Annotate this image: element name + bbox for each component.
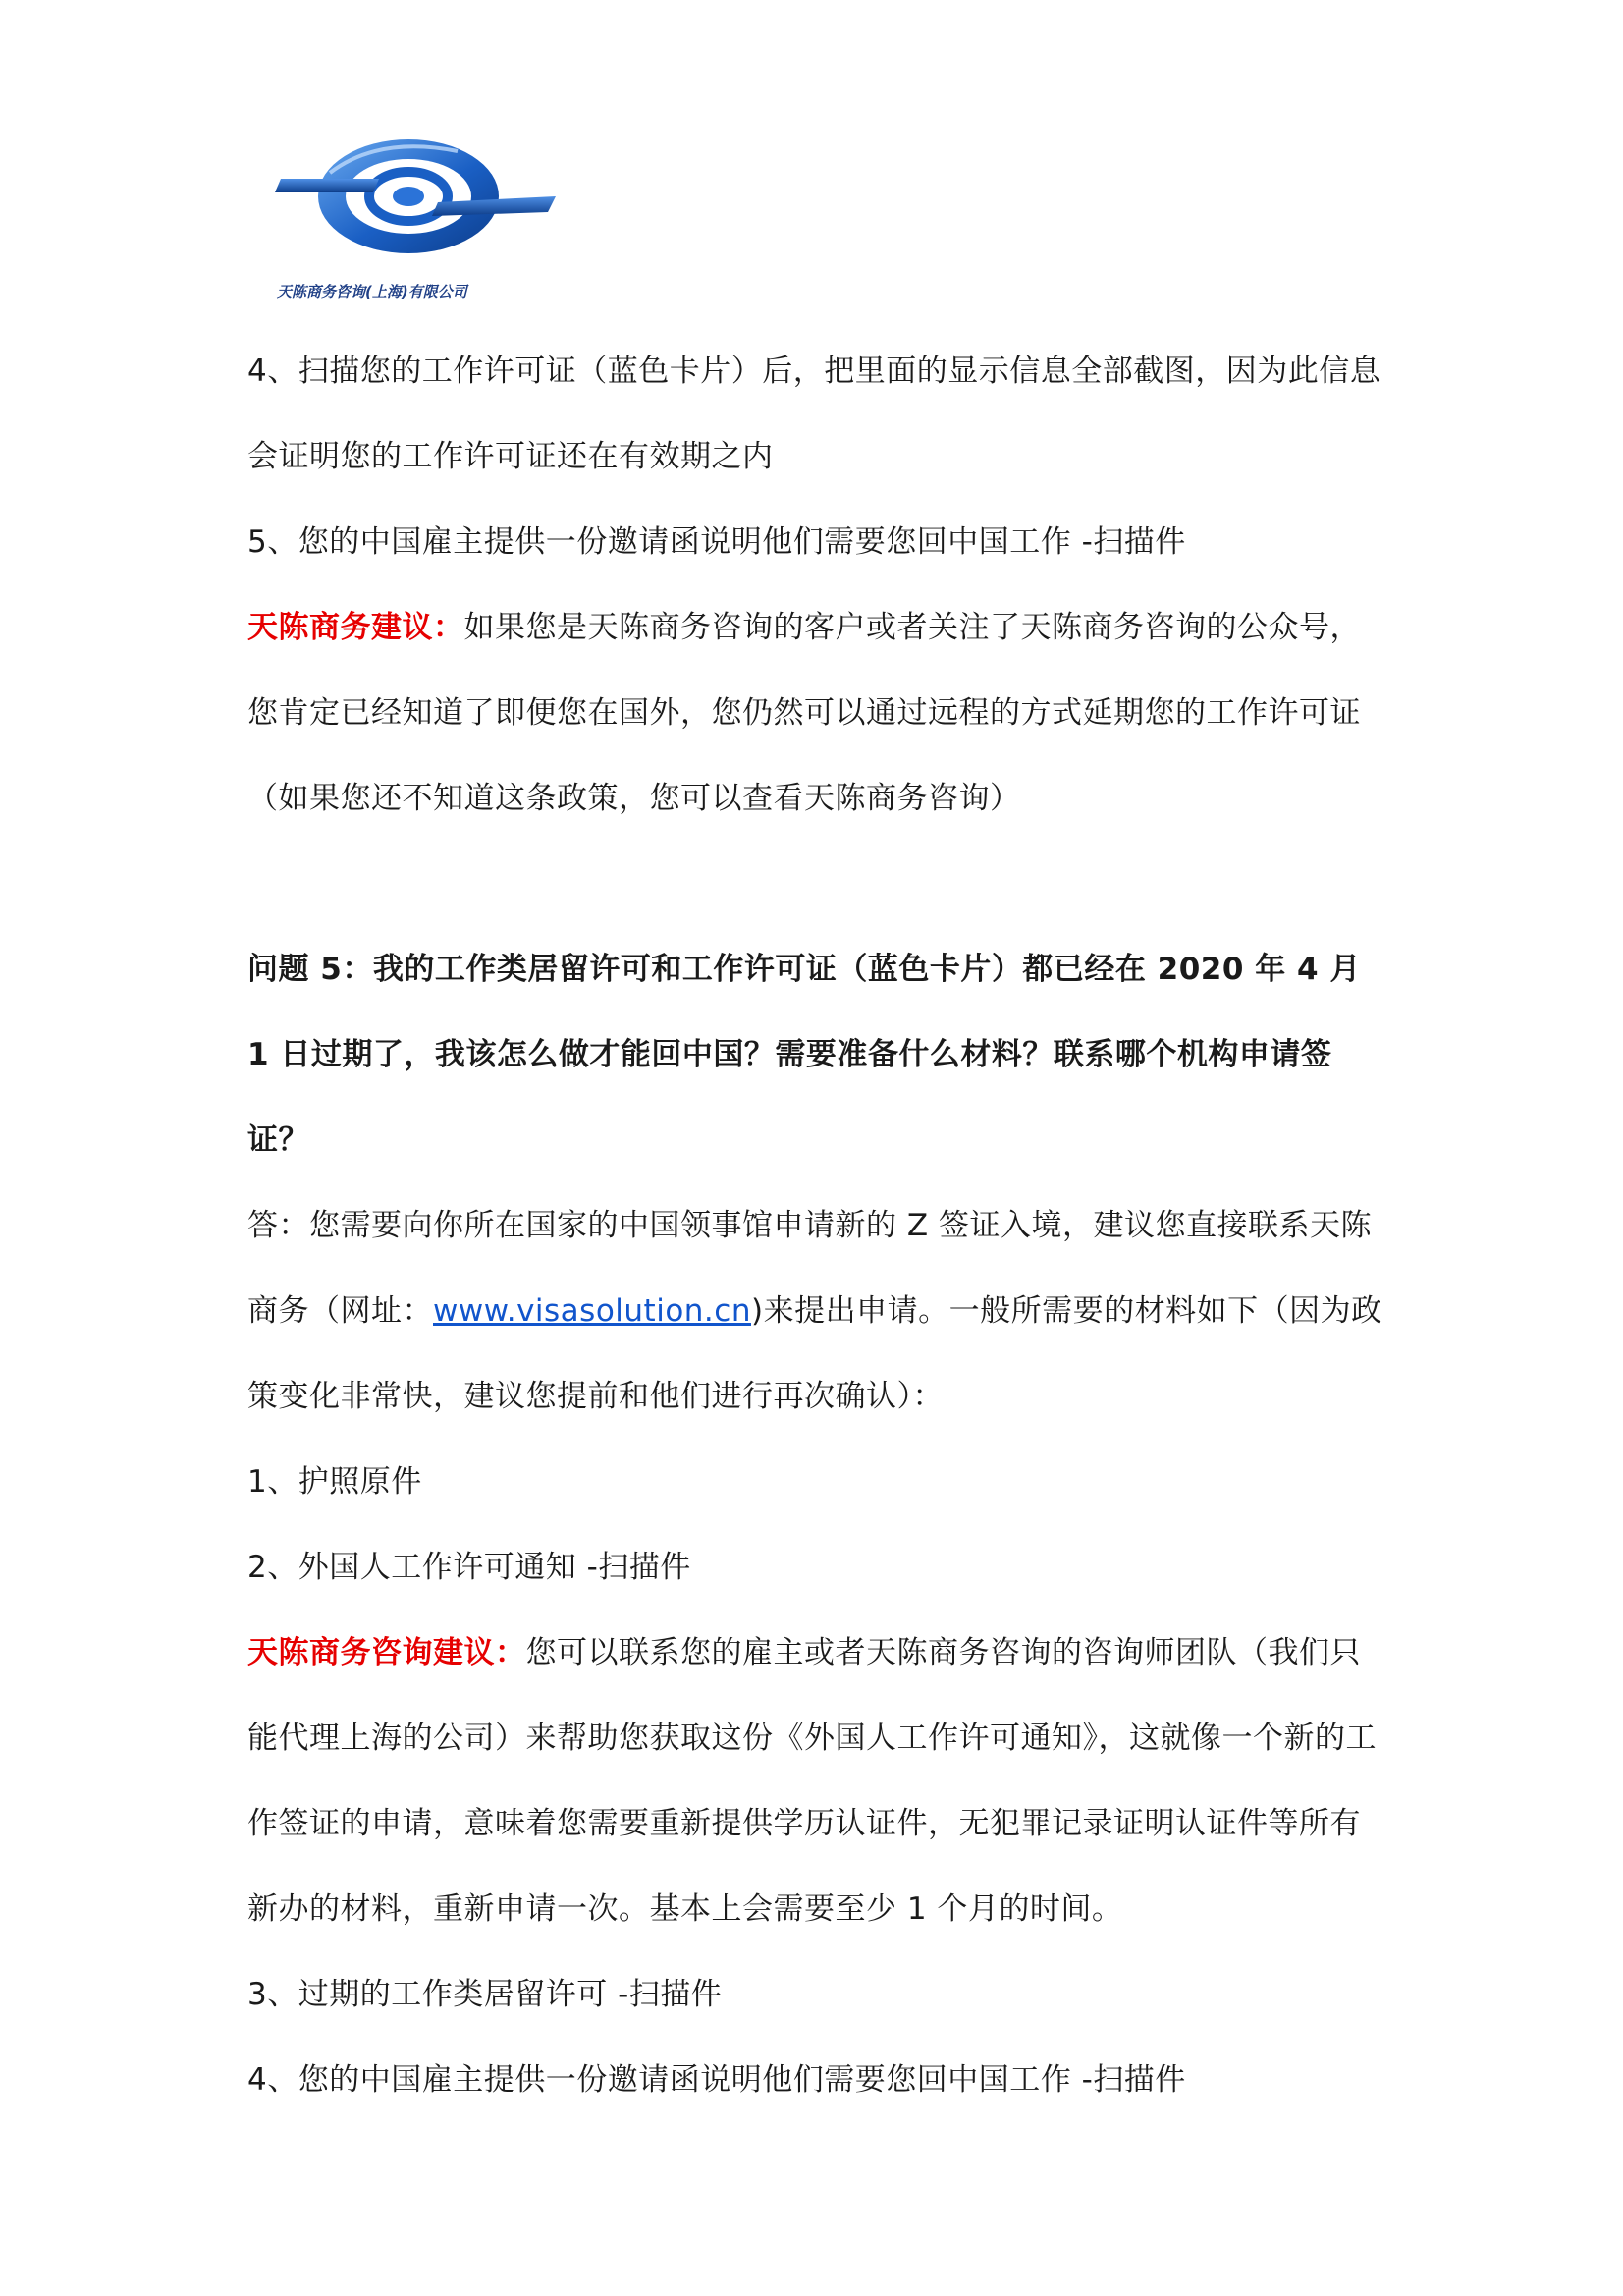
- document-body: [247, 329, 1391, 2123]
- paragraph-advice-1: [247, 585, 1391, 842]
- question-5: 问题 5：我的工作类居留许可和工作许可证（蓝色卡片）都已经在 2020 年 4 月 1 日过期了，我该怎么做才能回中国？需要准备什么材料？联系哪个机构申请签证？: [247, 952, 1361, 1158]
- list-item-work-permit-notice: 2、外国人工作许可通知 -扫描件: [247, 1550, 691, 1585]
- list-item-expired-residence: 3、过期的工作类居留许可 -扫描件: [247, 1977, 723, 2012]
- company-logo: [271, 128, 566, 304]
- answer-text-start: 答：您需要向你所在国家的中国领事馆申请新的 Z 签证入境，建议您直接联系天陈商务（网址：: [247, 1208, 1372, 1329]
- advice-label: 天陈商务咨询建议：: [247, 1635, 526, 1670]
- website-link[interactable]: www.visasolution.cn: [433, 1293, 751, 1329]
- advice-label: 天陈商务建议：: [247, 610, 464, 645]
- logo-caption: 天陈商务咨询(上海)有限公司: [277, 283, 467, 301]
- paragraph-scan-work-permit: 4、扫描您的工作许可证（蓝色卡片）后，把里面的显示信息全部截图，因为此信息会证明您的工作许可证还在有效期之内: [247, 354, 1381, 474]
- spacer: [247, 842, 1391, 927]
- advice-text: 您可以联系您的雇主或者天陈商务咨询的咨询师团队（我们只能代理上海的公司）来帮助您获取这份《外国人工作许可通知》，这就像一个新的工作签证的申请，意味着您需要重新提供学历认证件，无犯罪记录证明认证件等所有新办的材料，重新申请一次。基本上会需要至少 1 个月的时间。: [247, 1635, 1377, 1927]
- list-item-invitation-letter: 4、您的中国雇主提供一份邀请函说明他们需要您回中国工作 -扫描件: [247, 2062, 1186, 2098]
- advice-text: 如果您是天陈商务咨询的客户或者关注了天陈商务咨询的公众号，您肯定已经知道了即便您在国外，您仍然可以通过远程的方式延期您的工作许可证（如果您还不知道这条政策，您可以查看天陈商务咨询）: [247, 610, 1361, 816]
- answer-paragraph: [247, 1183, 1391, 1440]
- list-item-passport: 1、护照原件: [247, 1464, 422, 1500]
- paragraph-employer-invitation: 5、您的中国雇主提供一份邀请函说明他们需要您回中国工作 -扫描件: [247, 524, 1186, 560]
- answer-text-end: )来提出申请。一般所需要的材料如下（因为政策变化非常快，建议您提前和他们进行再次确认）：: [247, 1293, 1382, 1414]
- logo-graphic: [271, 128, 566, 304]
- paragraph-advice-2: [247, 1611, 1391, 1952]
